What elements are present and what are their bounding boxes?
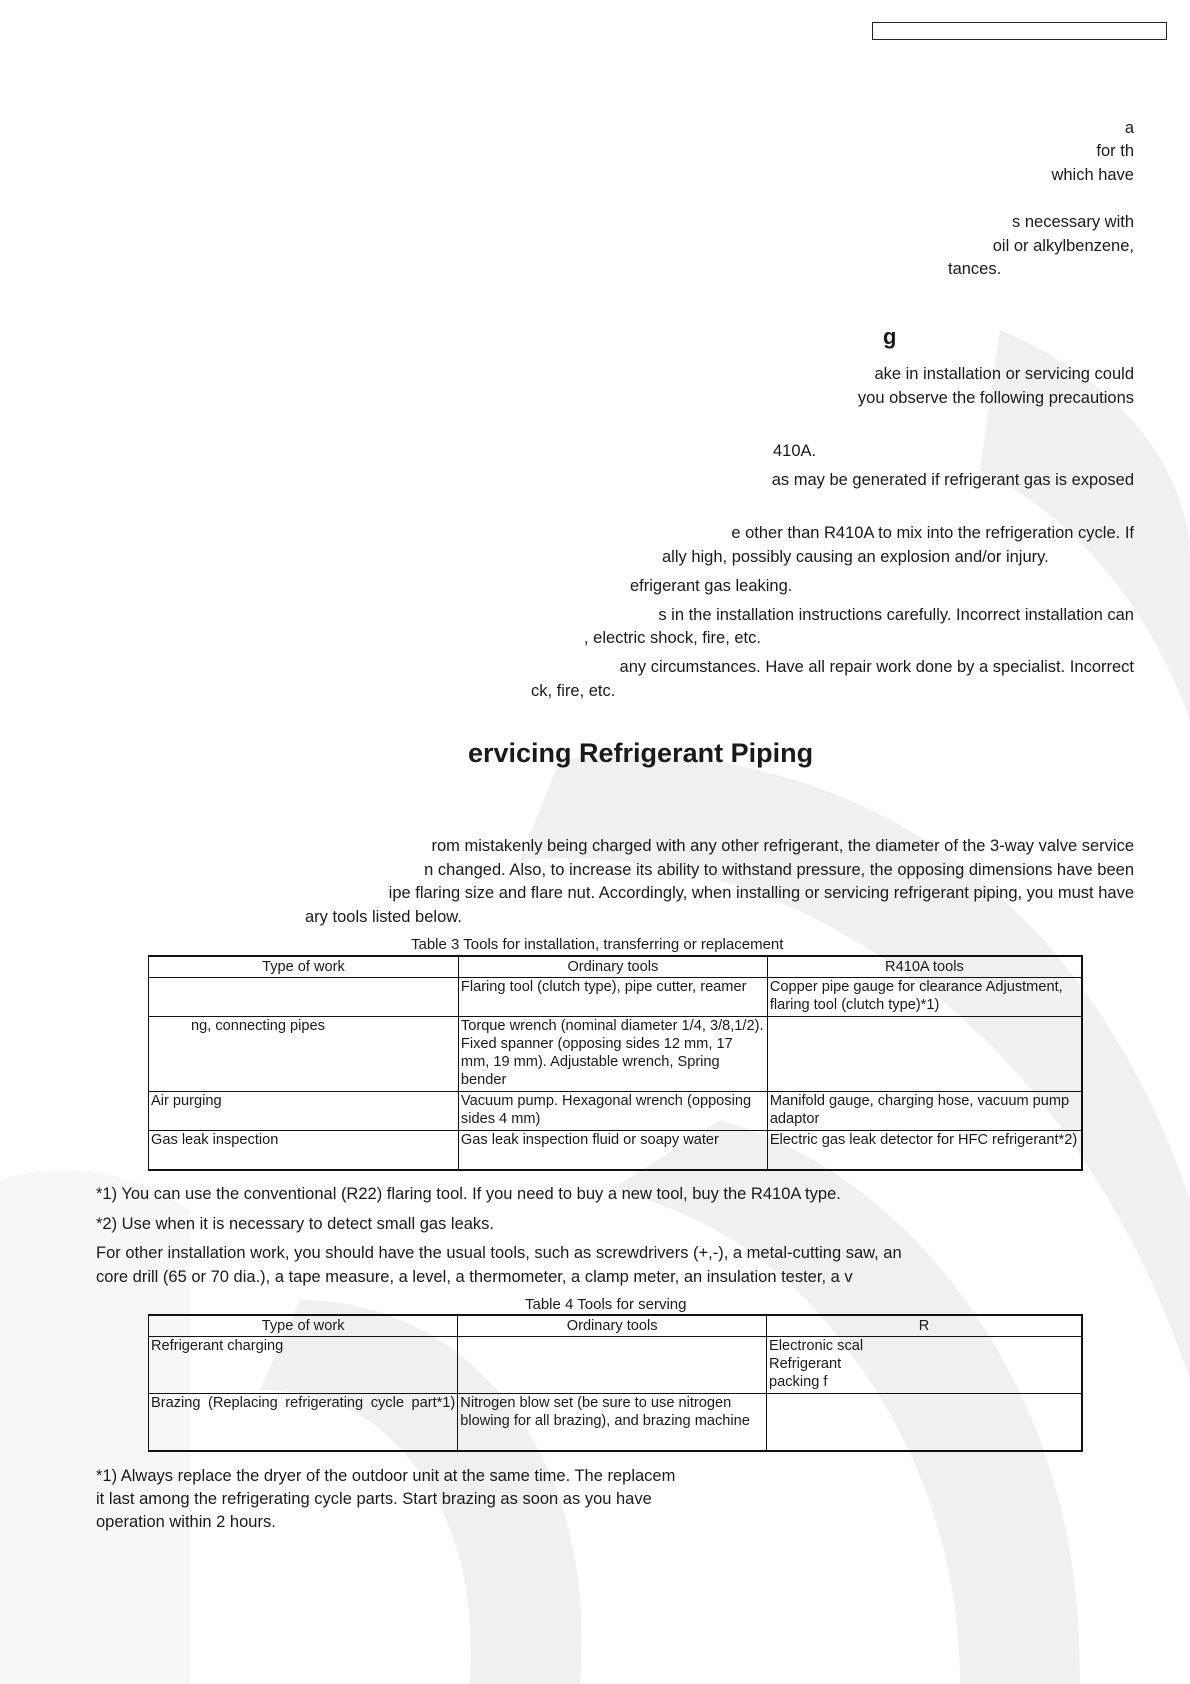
table-header-row bbox=[149, 1315, 1083, 1337]
table-row bbox=[149, 978, 1083, 1017]
table-cell bbox=[149, 1394, 458, 1451]
table-row bbox=[149, 1131, 1083, 1170]
table-cell: Vacuum pump. Hexagonal wrench (opposing sides 4 mm) bbox=[458, 1092, 767, 1131]
table4 bbox=[148, 1314, 1083, 1452]
footnote: it last among the refrigerating cycle parts. Start brazing as soon as you have bbox=[96, 1490, 652, 1508]
footnote: *1) Always replace the dryer of the outdoor unit at the same time. The replacem bbox=[96, 1467, 676, 1485]
footnote: core drill (65 or 70 dia.), a tape measure, a level, a thermometer, a clamp meter, an insulation tester, a v bbox=[96, 1268, 853, 1286]
body-line: n changed. Also, to increase its ability to withstand pressure, the opposing dimensions have been bbox=[424, 861, 1134, 879]
table-cell: Gas leak inspection fluid or soapy water bbox=[458, 1131, 767, 1170]
table4-caption: Table 4 Tools for serving bbox=[525, 1296, 687, 1313]
table-cell: Gas leak inspection bbox=[149, 1131, 459, 1170]
precaution-line: any circumstances. Have all repair work done by a specialist. Incorrect bbox=[619, 658, 1134, 676]
table-header-cell: Type of work bbox=[149, 956, 459, 978]
intro-line: a bbox=[1124, 119, 1134, 137]
precaution-line: ck, fire, etc. bbox=[531, 682, 616, 700]
cell-text: Brazing (Replacing refrigerating cycle part*1) bbox=[151, 1395, 456, 1411]
table-header-row bbox=[149, 956, 1083, 978]
table-row bbox=[149, 1337, 1083, 1394]
table-cell: Manifold gauge, charging hose, vacuum pump adaptor bbox=[767, 1092, 1082, 1131]
table-cell: Refrigerant charging bbox=[149, 1337, 458, 1394]
table-header-cell: R bbox=[767, 1315, 1082, 1337]
intro-line: oil or alkylbenzene, bbox=[992, 237, 1134, 255]
precaution-line: ake in installation or servicing could bbox=[874, 365, 1134, 383]
table-row bbox=[149, 1092, 1083, 1131]
header-box bbox=[872, 22, 1167, 40]
precaution-line: ally high, possibly causing an explosion and/or injury. bbox=[662, 548, 1049, 566]
precaution-line: , electric shock, fire, etc. bbox=[584, 629, 761, 647]
intro-line: for th bbox=[1096, 142, 1134, 160]
section-heading-piping: ervicing Refrigerant Piping bbox=[468, 738, 814, 768]
table-row bbox=[149, 1017, 1083, 1092]
table-cell bbox=[458, 1337, 767, 1394]
section-heading: g bbox=[883, 324, 897, 349]
table-cell: ng, connecting pipes bbox=[149, 1017, 459, 1092]
table-cell: Torque wrench (nominal diameter 1/4, 3/8,1/2). Fixed spanner (opposing sides 12 mm, 17 mm, 19 mm). Adjustable wrench, Spring bender bbox=[458, 1017, 767, 1092]
intro-line: which have bbox=[1051, 166, 1134, 184]
table-cell: Air purging bbox=[149, 1092, 459, 1131]
footnote: *2) Use when it is necessary to detect small gas leaks. bbox=[96, 1215, 495, 1233]
table3-caption: Table 3 Tools for installation, transferring or replacement bbox=[411, 936, 784, 953]
body-line: ary tools listed below. bbox=[305, 908, 462, 926]
footnote: operation within 2 hours. bbox=[96, 1513, 276, 1531]
table-cell bbox=[767, 1337, 1082, 1394]
table3 bbox=[148, 955, 1083, 1171]
table-cell bbox=[767, 1394, 1082, 1451]
table-header-cell: R410A tools bbox=[767, 956, 1082, 978]
table-cell bbox=[149, 978, 459, 1017]
precaution-line: 410A. bbox=[773, 442, 817, 460]
table-cell: Nitrogen blow set (be sure to use nitrogen blowing for all brazing), and brazing machine bbox=[458, 1394, 767, 1451]
precaution-line: as may be generated if refrigerant gas is exposed bbox=[771, 471, 1134, 489]
intro-line: tances. bbox=[948, 260, 1002, 278]
footnote: *1) You can use the conventional (R22) flaring tool. If you need to buy a new tool, buy the R410A type. bbox=[96, 1185, 841, 1203]
table-header-cell: Ordinary tools bbox=[458, 1315, 767, 1337]
precaution-line: efrigerant gas leaking. bbox=[630, 577, 793, 595]
table-cell: Electric gas leak detector for HFC refrigerant*2) bbox=[767, 1131, 1082, 1170]
precaution-line: s in the installation instructions carefully. Incorrect installation can bbox=[658, 606, 1134, 624]
precaution-line: you observe the following precautions bbox=[857, 389, 1134, 407]
table-cell: Copper pipe gauge for clearance Adjustment, flaring tool (clutch type)*1) bbox=[767, 978, 1082, 1017]
table-header-cell: Ordinary tools bbox=[458, 956, 767, 978]
body-line: ipe flaring size and flare nut. Accordingly, when installing or servicing refrigerant piping, you must have bbox=[388, 884, 1134, 902]
table-cell bbox=[767, 1017, 1082, 1092]
cell-text: Electronic scal Refrigerant packing f bbox=[769, 1338, 864, 1390]
precaution-line: e other than R410A to mix into the refrigeration cycle. If bbox=[731, 524, 1134, 542]
intro-line: s necessary with bbox=[1012, 213, 1134, 231]
table-row bbox=[149, 1394, 1083, 1451]
table-header-cell: Type of work bbox=[149, 1315, 458, 1337]
footnote: For other installation work, you should have the usual tools, such as screwdrivers (+,-), a metal-cutting saw, an bbox=[96, 1244, 902, 1262]
table-cell: Flaring tool (clutch type), pipe cutter, reamer bbox=[458, 978, 767, 1017]
body-line: rom mistakenly being charged with any other refrigerant, the diameter of the 3-way valve service bbox=[431, 837, 1134, 855]
